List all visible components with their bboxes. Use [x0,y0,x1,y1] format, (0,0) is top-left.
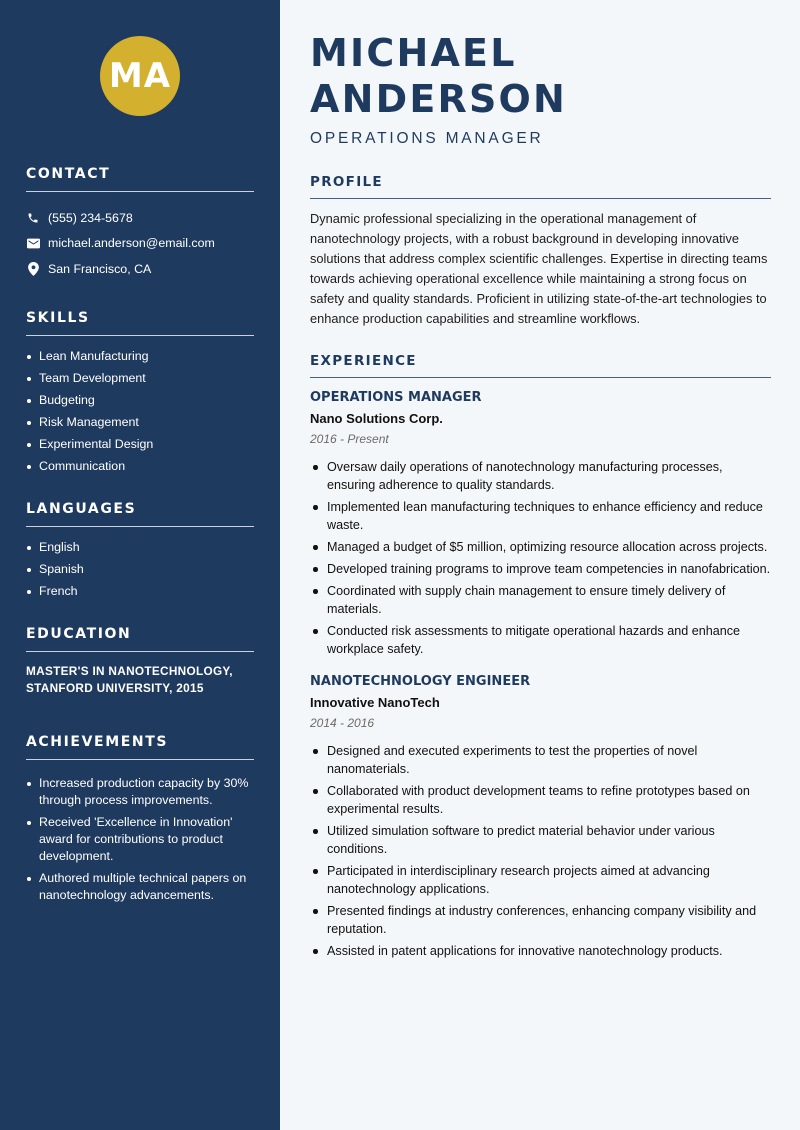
language-item: French [26,583,254,600]
job-bullet: Assisted in patent applications for innovative nanotechnology products. [310,942,771,960]
job-entry-dates: 2014 - 2016 [310,716,375,730]
job-bullet: Developed training programs to improve team competencies in nanofabrication. [310,560,771,578]
skill-item: Team Development [26,370,254,387]
job-bullet: Utilized simulation software to predict material behavior under various conditions. [310,822,771,858]
languages-section [26,501,254,600]
achievement-item: Authored multiple technical papers on nanotechnology advancements. [26,870,254,904]
skill-item: Communication [26,458,254,475]
job-bullet: Coordinated with supply chain management to ensure timely delivery of materials. [310,582,771,618]
education-heading: EDUCATION [26,626,254,652]
languages-list [26,539,254,600]
job-entry-company: Innovative NanoTech [310,695,440,710]
candidate-name: MICHAEL ANDERSON [310,31,568,121]
phone-text: (555) 234-5678 [48,210,133,225]
skill-item: Lean Manufacturing [26,348,254,365]
job-bullet: Designed and executed experiments to test the properties of novel nanomaterials. [310,742,771,778]
languages-heading: LANGUAGES [26,501,254,527]
job-entry-company: Nano Solutions Corp. [310,411,443,426]
sidebar [0,0,280,1130]
education-line-2: STANFORD UNIVERSITY, 2015 [26,681,204,695]
achievement-item: Received 'Excellence in Innovation' award for contributions to product development. [26,814,254,865]
job-bullet: Participated in interdisciplinary research projects aimed at advancing nanotechnology applications. [310,862,771,898]
job-bullet: Managed a budget of $5 million, optimizing resource allocation across projects. [310,538,771,556]
job-bullet: Oversaw daily operations of nanotechnology manufacturing processes, ensuring adherence to quality standards. [310,458,771,494]
job-bullet: Collaborated with product development teams to refine prototypes based on experimental results. [310,782,771,818]
achievements-heading: ACHIEVEMENTS [26,734,254,760]
job-entry [310,390,771,658]
profile-text: Dynamic professional specializing in the operational management of nanotechnology projects, with a robust background in developing innovative solutions that address complex scientific challenges. Expertise in directing teams towards achieving operational excellence while maintaining a strong focus on safety and quality standards. Proficient in utilizing state-of-the-art technologies to enhance production capabilities and streamline workflows. [310,211,768,326]
skill-item: Risk Management [26,414,254,431]
language-item: Spanish [26,561,254,578]
mail-icon [26,236,40,250]
profile-heading: PROFILE [310,174,771,199]
achievements-list [26,775,254,904]
education-degree [26,663,254,698]
location-text: San Francisco, CA [48,261,152,276]
contact-list [26,205,254,282]
job-bullet: Conducted risk assessments to mitigate operational hazards and enhance workplace safety. [310,622,771,658]
main-content [280,0,800,1130]
job-title: OPERATIONS MANAGER [310,130,544,147]
phone-icon [26,211,40,225]
skills-list [26,348,254,475]
achievement-item: Increased production capacity by 30% through process improvements. [26,775,254,809]
skills-section [26,310,254,475]
avatar-initials: MA [100,36,180,116]
job-bullet: Implemented lean manufacturing techniques to enhance efficiency and reduce waste. [310,498,771,534]
skill-item: Experimental Design [26,436,254,453]
job-entry-dates: 2016 - Present [310,432,389,446]
language-item: English [26,539,254,556]
contact-heading: CONTACT [26,166,254,192]
contact-email [26,231,254,257]
job-bullet: Presented findings at industry conferences, enhancing company visibility and reputation. [310,902,771,938]
profile-section [310,174,771,329]
experience-section [310,353,771,960]
skills-heading: SKILLS [26,310,254,336]
job-entry-title: OPERATIONS MANAGER [310,390,482,405]
contact-section [26,166,254,282]
education-section [26,626,254,698]
contact-phone [26,205,254,231]
location-pin-icon [26,262,40,276]
email-text: michael.anderson@email.com [48,236,215,251]
achievements-section [26,734,254,904]
contact-location [26,256,254,282]
job-entry-bullets [310,742,771,960]
skill-item: Budgeting [26,392,254,409]
job-entry [310,674,771,960]
job-entry-title: NANOTECHNOLOGY ENGINEER [310,674,531,689]
job-entry-bullets [310,458,771,658]
experience-heading: EXPERIENCE [310,353,771,378]
education-line-1: MASTER'S IN NANOTECHNOLOGY, [26,663,233,678]
